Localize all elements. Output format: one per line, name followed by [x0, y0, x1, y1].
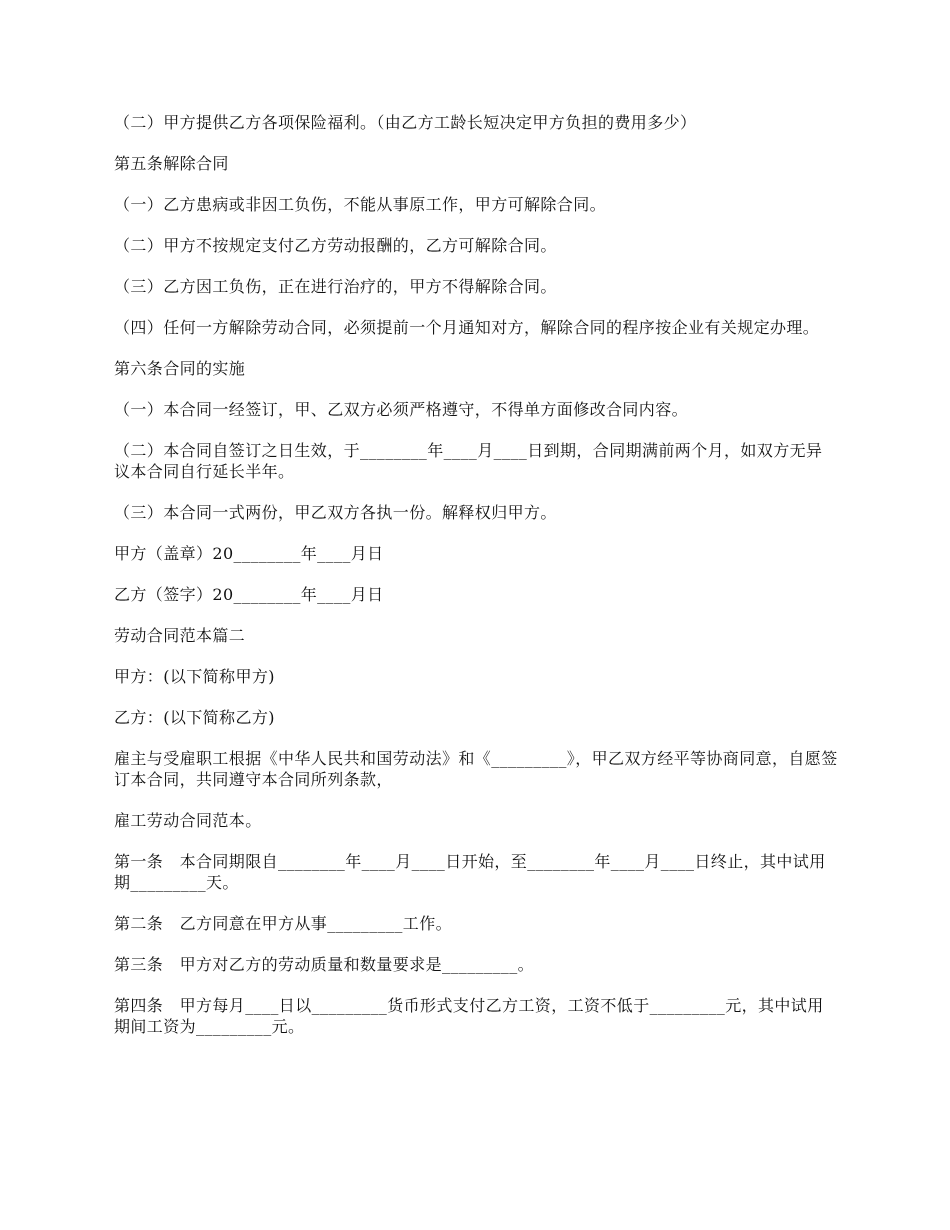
article-6-heading: 第六条合同的实施: [114, 359, 246, 378]
party-a-line: 甲方：(以下简称甲方): [114, 667, 275, 686]
party-b-line: 乙方：(以下简称乙方): [114, 708, 275, 727]
paragraph-preamble: 雇主与受雇职工根据《中华人民共和国劳动法》和《_________》，甲乙双方经平等协商同意，自愿签订本合同，共同遵守本合同所列条款，: [114, 749, 838, 789]
paragraph-effective-date: （二）本合同自签订之日生效，于________年____月____日到期，合同期满前两个月，如双方无异议本合同自行延长半年。: [114, 441, 823, 481]
article-2-work: 第二条 乙方同意在甲方从事_________工作。: [114, 914, 453, 933]
paragraph-compliance: （一）本合同一经签订，甲、乙双方必须严格遵守，不得单方面修改合同内容。: [114, 400, 689, 419]
party-b-signature-line: 乙方（签字）20________年____月日: [114, 585, 384, 604]
paragraph-termination-injury: （三）乙方因工负伤，正在进行治疗的，甲方不得解除合同。: [114, 277, 557, 296]
section-title-template-2: 劳动合同范本篇二: [114, 626, 246, 645]
paragraph-termination-notice: （四）任何一方解除劳动合同，必须提前一个月通知对方，解除合同的程序按企业有关规定办理。: [114, 318, 820, 337]
paragraph-template-title: 雇工劳动合同范本。: [114, 811, 262, 830]
paragraph-termination-illness: （一）乙方患病或非因工负伤，不能从事原工作，甲方可解除合同。: [114, 195, 607, 214]
party-a-seal-line: 甲方（盖章）20________年____月日: [114, 544, 384, 563]
paragraph-copies: （三）本合同一式两份，甲乙双方各执一份。解释权归甲方。: [114, 503, 557, 522]
document-body: [114, 112, 838, 1057]
article-3-requirements: 第三条 甲方对乙方的劳动质量和数量要求是_________。: [114, 955, 535, 974]
article-4-wages: 第四条 甲方每月____日以_________货币形式支付乙方工资，工资不低于_________元，其中试用期间工资为_________元。: [114, 996, 824, 1036]
article-1-term: 第一条 本合同期限自________年____月____日开始，至________年____月____日终止，其中试用期_________天。: [114, 852, 826, 892]
paragraph-insurance-benefits: （二）甲方提供乙方各项保险福利。（由乙方工龄长短决定甲方负担的费用多少）: [114, 113, 697, 132]
paragraph-termination-pay: （二）甲方不按规定支付乙方劳动报酬的，乙方可解除合同。: [114, 236, 557, 255]
article-5-heading: 第五条解除合同: [114, 154, 229, 173]
